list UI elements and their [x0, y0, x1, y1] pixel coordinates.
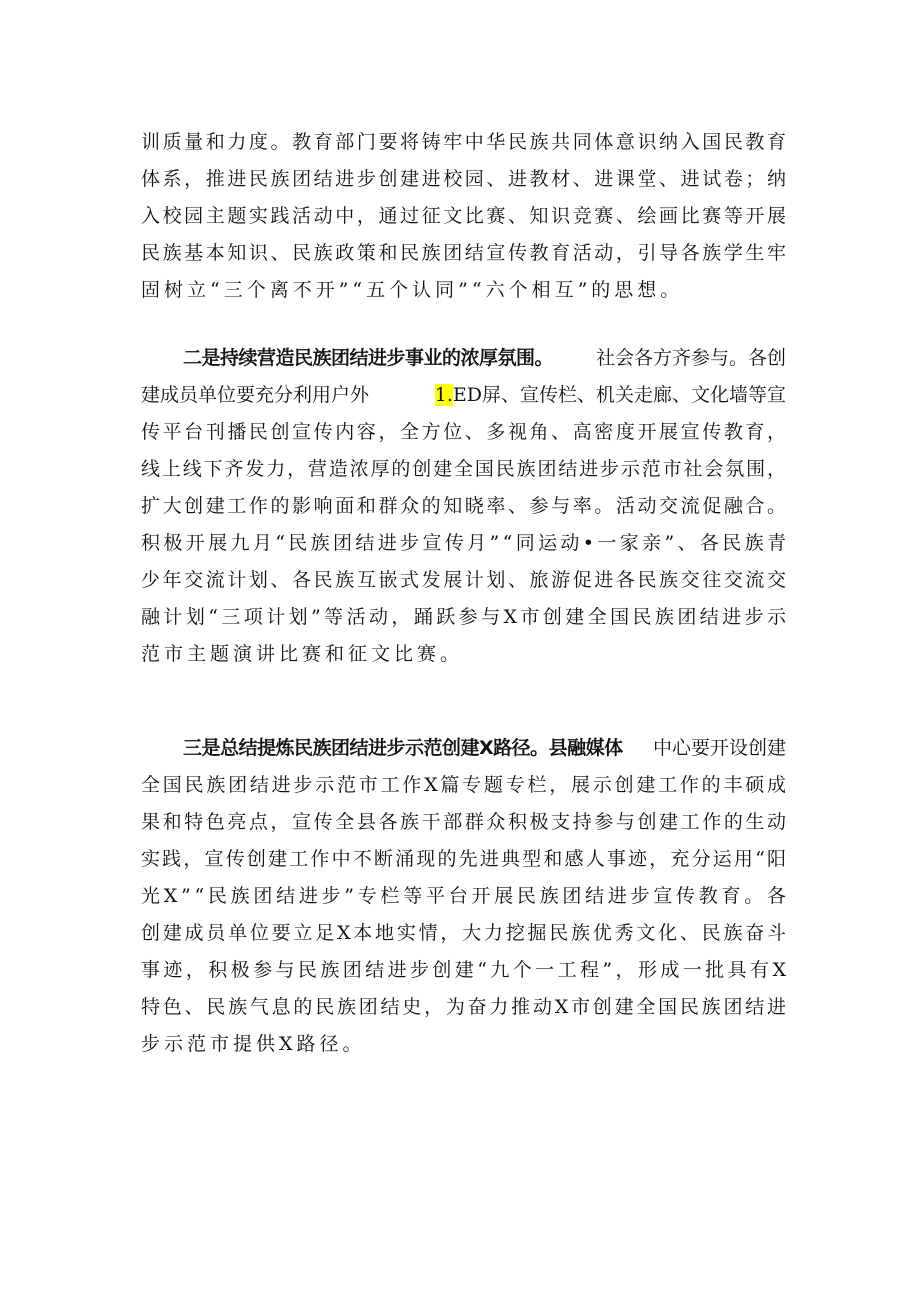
line-text: 积极开展九月“民族团结进步宣传月”“同运动•一家亲”、各民族青 [141, 532, 790, 554]
paragraph-3 [141, 730, 790, 1063]
text-line [141, 730, 786, 767]
line-text: 入校园主题实践活动中，通过征文比赛、知识竞赛、绘画比赛等开展 [141, 205, 789, 227]
text-line [141, 124, 789, 161]
line-text: 创建成员单位要立足X本地实情，大力挖掘民族优秀文化、民族奋斗 [141, 922, 789, 944]
text-line [141, 161, 789, 198]
line-text: 范市主题演讲比赛和征文比赛。 [141, 643, 464, 665]
line-text: 步示范市提供X路径。 [141, 1033, 366, 1055]
line-text: 果和特色亮点，宣传全县各族干部群众积极支持参与创建工作的生动 [141, 811, 789, 833]
highlighted-text: 1. [434, 384, 453, 406]
text-line [141, 198, 789, 235]
text-line [141, 525, 790, 562]
text-line [141, 767, 789, 804]
text-line [141, 989, 789, 1026]
text-line [141, 952, 790, 989]
text-line [141, 377, 786, 414]
line-text: 体系，推进民族团结进步创建进校园、进教材、进课堂、进试卷；纳 [141, 168, 789, 190]
line-text: 融计划“三项计划”等活动，踊跃参与X市创建全国民族团结进步示 [141, 606, 790, 628]
text-line [141, 235, 789, 272]
text-line [141, 488, 789, 525]
text-line [141, 1026, 786, 1063]
line-text: 扩大创建工作的影响面和群众的知晓率、参与率。活动交流促融合。 [141, 495, 789, 517]
line-text: 固树立“三个离不开”“五个认同”“六个相互”的思想。 [141, 279, 684, 301]
line-text: 中心要开设创建 [652, 737, 786, 759]
bold-text: 县融媒体 [548, 737, 623, 759]
paragraph-heading: 二是持续营造民族团结进步事业的浓厚氛围。 [183, 347, 554, 369]
line-text: 少年交流计划、各民族互嵌式发展计划、旅游促进各民族交往交流交 [141, 569, 789, 591]
text-line [141, 599, 790, 636]
line-text: 光X”“民族团结进步”专栏等平台开展民族团结进步宣传教育。各 [141, 885, 790, 907]
text-line [141, 636, 786, 673]
line-text: 特色、民族气息的民族团结史，为奋力推动X市创建全国民族团结进 [141, 996, 789, 1018]
text-line [141, 915, 789, 952]
text-line [141, 340, 786, 377]
text-line [141, 562, 789, 599]
line-text: 民族基本知识、民族政策和民族团结宣传教育活动，引导各族学生牢 [141, 242, 789, 264]
paragraph-2 [141, 340, 790, 673]
line-text: 实践，宣传创建工作中不断涌现的先进典型和感人事迹，充分运用“阳 [141, 848, 789, 870]
text-line [141, 414, 789, 451]
text-line [141, 804, 789, 841]
line-text: 社会各方齐参与。各创 [595, 347, 786, 369]
paragraph-1 [141, 124, 789, 309]
text-line [141, 272, 786, 309]
line-text: 传平台刊播民创宣传内容，全方位、多视角、高密度开展宣传教育， [141, 421, 789, 443]
line-text: ED屏、宣传栏、机关走廊、文化墙等宣 [452, 384, 786, 406]
line-text: 训质量和力度。教育部门要将铸牢中华民族共同体意识纳入国民教育 [141, 131, 789, 153]
line-text: 事迹，积极参与民族团结进步创建“九个一工程”，形成一批具有X [141, 959, 790, 981]
text-line [141, 878, 790, 915]
line-text: 全国民族团结进步示范市工作X篇专题专栏，展示创建工作的丰硕成 [141, 774, 789, 796]
line-text: 线上线下齐发力，营造浓厚的创建全国民族团结进步示范市社会氛围， [141, 458, 788, 480]
text-line [141, 841, 789, 878]
paragraph-heading: 三是总结提炼民族团结进步示范创建X路径。 [183, 737, 549, 759]
line-text: 建成员单位要充分利用户外 [141, 384, 370, 406]
text-line [141, 451, 786, 488]
